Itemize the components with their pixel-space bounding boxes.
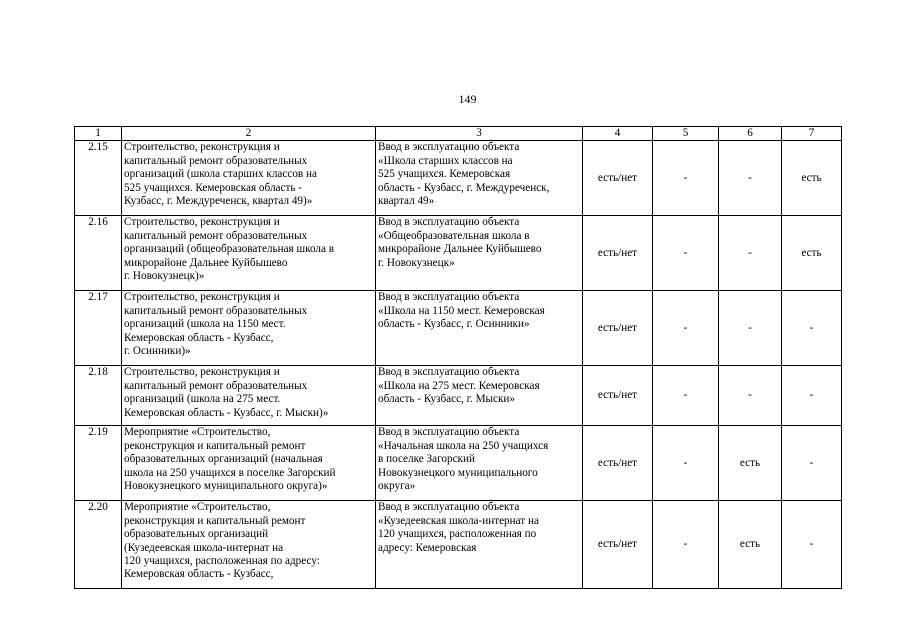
measure-result (376, 141, 583, 216)
measure-result (376, 501, 583, 589)
value-cell: - (653, 366, 719, 426)
measure-name (122, 141, 376, 216)
measure-result-text: Ввод в эксплуатацию объекта «Общеобразовательная школа в микрорайоне Дальнее Куйбышево г. Новокузнецк» (378, 216, 542, 269)
measure-result (376, 216, 583, 291)
value-cell: - (653, 291, 719, 366)
measure-result (376, 366, 583, 426)
column-header: 3 (376, 127, 583, 141)
measures-table (74, 126, 842, 589)
table-row (75, 501, 842, 589)
value-cell: - (653, 426, 719, 501)
table-row (75, 291, 842, 366)
value-cell: - (653, 501, 719, 589)
row-number: 2.17 (75, 291, 122, 366)
measure-result-text: Ввод в эксплуатацию объекта «Школа старших классов на 525 учащихся. Кемеровская область - Кузбасс, г. Междуреченск, квартал 49» (378, 141, 550, 208)
column-header: 4 (583, 127, 653, 141)
value-cell: - (719, 291, 782, 366)
value-cell: - (782, 366, 842, 426)
measure-name (122, 501, 376, 589)
value-cell: - (782, 426, 842, 501)
page-number: 149 (458, 92, 477, 106)
value-cell: есть (782, 141, 842, 216)
measure-result-text: Ввод в эксплуатацию объекта «Школа на 275 мест. Кемеровская область - Кузбасс, г. Мыски» (378, 366, 540, 406)
measure-name-text: Строительство, реконструкция и капитальный ремонт образовательных организаций (школа старших классов на 525 учащихся. Кемеровская область - Кузбасс, г. Междуреченск, квартал 49)» (124, 141, 317, 208)
row-number: 2.16 (75, 216, 122, 291)
measure-result-text: Ввод в эксплуатацию объекта «Школа на 1150 мест. Кемеровская область - Кузбасс, г. Осинники» (378, 291, 545, 331)
row-number: 2.18 (75, 366, 122, 426)
value-cell: есть/нет (583, 426, 653, 501)
value-cell: есть/нет (583, 501, 653, 589)
measure-name (122, 216, 376, 291)
measure-result-text: Ввод в эксплуатацию объекта «Начальная школа на 250 учащихся в поселке Загорский Новокузнецкого муниципального округа» (378, 426, 549, 493)
measure-name (122, 366, 376, 426)
table-row (75, 426, 842, 501)
row-number: 2.20 (75, 501, 122, 589)
column-header: 7 (782, 127, 842, 141)
measure-result-text: Ввод в эксплуатацию объекта «Кузедеевская школа-интернат на 120 учащихся, расположенная по адресу: Кемеровская (378, 501, 539, 554)
measure-name-text: Строительство, реконструкция и капитальный ремонт образовательных организаций (школа на 1150 мест. Кемеровская область - Кузбасс, г. Осинники)» (124, 291, 308, 358)
table-row (75, 366, 842, 426)
table-row (75, 216, 842, 291)
row-number: 2.19 (75, 426, 122, 501)
measure-name-text: Строительство, реконструкция и капитальный ремонт образовательных организаций (общеобразовательная школа в микрорайоне Дальнее Куйбышево г. Новокузнецк)» (124, 216, 335, 283)
column-header: 6 (719, 127, 782, 141)
value-cell: - (782, 501, 842, 589)
value-cell: есть/нет (583, 141, 653, 216)
measure-result (376, 426, 583, 501)
measure-name (122, 426, 376, 501)
value-cell: - (719, 141, 782, 216)
value-cell: есть/нет (583, 366, 653, 426)
column-header: 2 (122, 127, 376, 141)
row-number: 2.15 (75, 141, 122, 216)
column-header: 1 (75, 127, 122, 141)
measure-name-text: Мероприятие «Строительство, реконструкция и капитальный ремонт образовательных организаций (Кузедеевская школа-интернат на 120 учащихся, расположенная по адресу: Кемеровская область - Кузбасс, (124, 501, 320, 581)
column-header: 5 (653, 127, 719, 141)
measure-name-text: Строительство, реконструкция и капитальный ремонт образовательных организаций (школа на 275 мест. Кемеровская область - Кузбасс, г. Мыски)» (124, 366, 329, 419)
value-cell: есть/нет (583, 291, 653, 366)
value-cell: - (719, 366, 782, 426)
value-cell: - (653, 141, 719, 216)
value-cell: есть (782, 216, 842, 291)
measure-name-text: Мероприятие «Строительство, реконструкция и капитальный ремонт образовательных организаций (начальная школа на 250 учащихся в поселке Загорский Новокузнецкого муниципального округа)» (124, 426, 336, 493)
value-cell: есть (719, 426, 782, 501)
value-cell: - (653, 216, 719, 291)
value-cell: есть/нет (583, 216, 653, 291)
value-cell: - (782, 291, 842, 366)
value-cell: - (719, 216, 782, 291)
table-header-row (75, 127, 842, 141)
table-row (75, 141, 842, 216)
measure-result (376, 291, 583, 366)
measure-name (122, 291, 376, 366)
value-cell: есть (719, 501, 782, 589)
